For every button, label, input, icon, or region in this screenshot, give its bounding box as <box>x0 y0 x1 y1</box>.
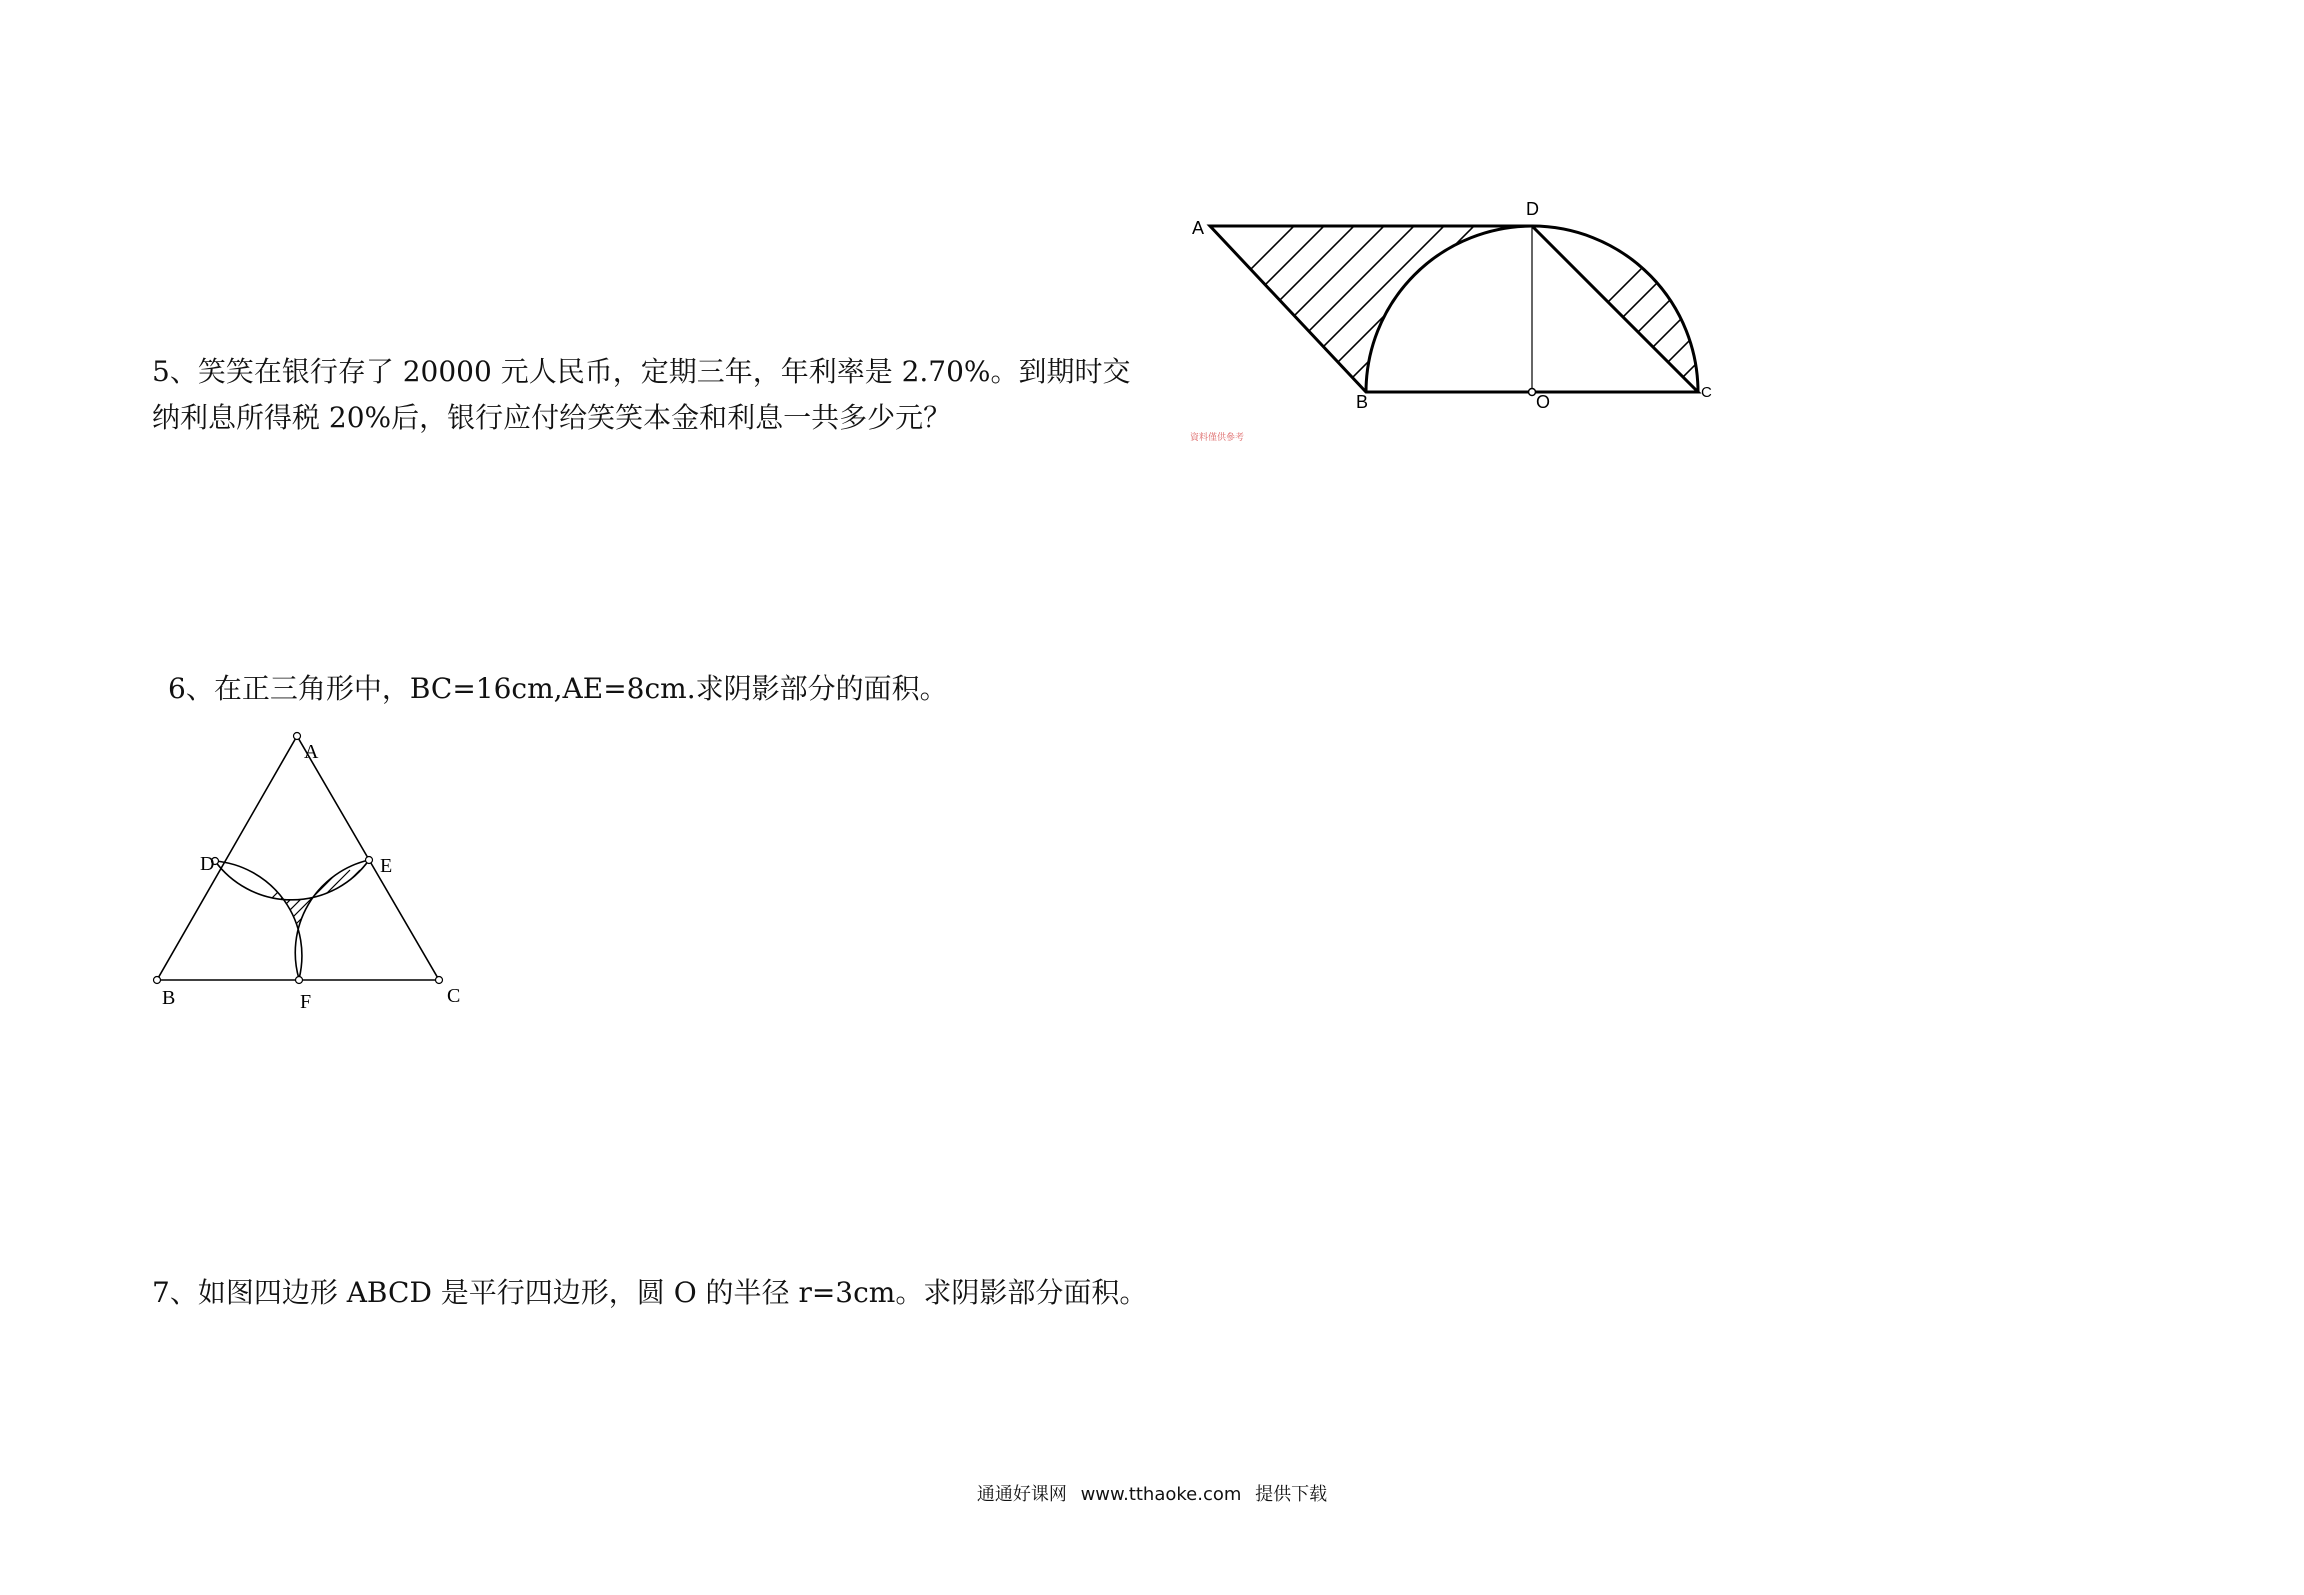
label-C: C <box>1701 384 1712 401</box>
label-B: B <box>1356 392 1369 412</box>
label-O: O <box>1536 392 1551 412</box>
triangle-figure <box>140 720 480 1020</box>
tri-label-F: F <box>300 991 312 1013</box>
parallelogram-outline <box>1210 226 1698 392</box>
parallelogram-figure <box>1180 190 1720 420</box>
triangle-points <box>154 733 443 984</box>
question-6: 6、在正三角形中，BC=16cm,AE=8cm.求阴影部分的面积。 <box>168 672 948 705</box>
footer-site-name: 通通好课网 <box>976 1484 1067 1505</box>
footer-suffix: 提供下载 <box>1255 1484 1328 1505</box>
tri-label-B: B <box>162 987 176 1009</box>
question-5-line-2: 纳利息所得税 20%后，银行应付给笑笑本金和利息一共多少元？ <box>152 401 952 434</box>
tri-label-E: E <box>380 855 393 877</box>
question-7: 7、如图四边形 ABCD 是平行四边形，圆 O 的半径 r=3cm。求阴影部分面积。 <box>152 1276 1148 1309</box>
hatch-left <box>1180 210 1580 420</box>
label-D: D <box>1526 199 1539 219</box>
watermark: 資料僅供參考 <box>1190 433 1245 443</box>
tri-label-C: C <box>447 985 461 1007</box>
center-point <box>1529 389 1536 396</box>
page-footer <box>0 1480 2304 1506</box>
tri-label-D: D <box>200 853 215 875</box>
footer-url[interactable]: www.tthaoke.com <box>1080 1484 1242 1505</box>
tri-label-A: A <box>304 741 319 763</box>
question-5-line-1: 5、笑笑在银行存了 20000 元人民币，定期三年，年利率是 2.70%。到期时交 <box>152 355 1131 388</box>
question-5 <box>152 349 1131 441</box>
label-A: A <box>1192 218 1205 238</box>
arc-left <box>215 861 302 979</box>
